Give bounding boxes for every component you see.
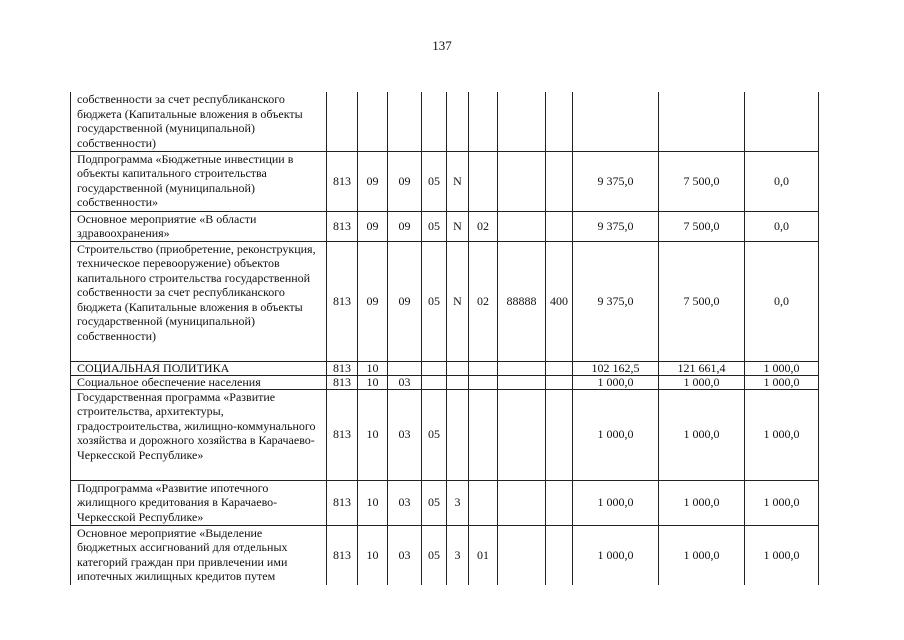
event-code (469, 92, 498, 151)
table-row (71, 151, 819, 211)
direction-code: 88888 (498, 241, 546, 361)
subsection-code: 09 (388, 211, 422, 241)
table-row (71, 525, 819, 585)
direction-code (498, 375, 546, 389)
table-row (71, 92, 819, 151)
amount-year1 (573, 92, 659, 151)
amount-year2 (659, 92, 745, 151)
amount-year3 (745, 92, 819, 151)
section-code: 10 (358, 389, 388, 480)
subprogram-code (447, 375, 469, 389)
expense-type-code (546, 389, 573, 480)
admin-code: 813 (327, 480, 358, 525)
event-code (469, 389, 498, 480)
amount-year2: 7 500,0 (659, 151, 745, 211)
amount-year2: 1 000,0 (659, 525, 745, 585)
amount-year2: 1 000,0 (659, 389, 745, 480)
amount-year1: 1 000,0 (573, 389, 659, 480)
amount-year3: 0,0 (745, 211, 819, 241)
event-code (469, 361, 498, 375)
table-row (71, 375, 819, 389)
direction-code (498, 480, 546, 525)
expense-type-code (546, 151, 573, 211)
table-row (71, 241, 819, 361)
event-code: 02 (469, 211, 498, 241)
subprogram-code (447, 92, 469, 151)
event-code (469, 480, 498, 525)
amount-year3: 1 000,0 (745, 361, 819, 375)
direction-code (498, 525, 546, 585)
subsection-code: 09 (388, 241, 422, 361)
section-code: 10 (358, 361, 388, 375)
row-name: Основное мероприятие «Выделение бюджетных ассигнований для отдельных категорий граждан при привлечении ими ипотечных жилищных кредитов путем (71, 525, 327, 585)
expense-type-code (546, 211, 573, 241)
subsection-code: 03 (388, 389, 422, 480)
program-code: 05 (422, 151, 447, 211)
subsection-code: 09 (388, 151, 422, 211)
row-name: Государственная программа «Развитие строительства, архитектуры, градостроительства, жилищно-коммунального хозяйства и дорожного хозяйства в Карачаево-Черкесской Республике» (71, 389, 327, 480)
direction-code (498, 389, 546, 480)
program-code: 05 (422, 480, 447, 525)
amount-year1: 1 000,0 (573, 480, 659, 525)
direction-code (498, 211, 546, 241)
direction-code (498, 92, 546, 151)
admin-code: 813 (327, 525, 358, 585)
admin-code: 813 (327, 361, 358, 375)
event-code (469, 375, 498, 389)
subprogram-code: N (447, 241, 469, 361)
admin-code: 813 (327, 241, 358, 361)
subprogram-code: N (447, 211, 469, 241)
amount-year1: 9 375,0 (573, 211, 659, 241)
subsection-code: 03 (388, 375, 422, 389)
event-code: 01 (469, 525, 498, 585)
amount-year3: 0,0 (745, 151, 819, 211)
expense-type-code (546, 525, 573, 585)
amount-year2: 121 661,4 (659, 361, 745, 375)
table-row (71, 389, 819, 480)
amount-year3: 1 000,0 (745, 480, 819, 525)
direction-code (498, 361, 546, 375)
row-name: Подпрограмма «Развитие ипотечного жилищного кредитования в Карачаево-Черкесской Республике» (71, 480, 327, 525)
expense-type-code: 400 (546, 241, 573, 361)
subprogram-code (447, 389, 469, 480)
row-name: Основное мероприятие «В области здравоохранения» (71, 211, 327, 241)
expense-type-code (546, 480, 573, 525)
table-row (71, 361, 819, 375)
row-name: Социальное обеспечение населения (71, 375, 327, 389)
section-code: 10 (358, 480, 388, 525)
subsection-code (388, 92, 422, 151)
program-code: 05 (422, 389, 447, 480)
section-code: 10 (358, 525, 388, 585)
table-row (71, 480, 819, 525)
row-name: СОЦИАЛЬНАЯ ПОЛИТИКА (71, 361, 327, 375)
subprogram-code: N (447, 151, 469, 211)
section-code: 09 (358, 241, 388, 361)
table-row (71, 211, 819, 241)
program-code: 05 (422, 525, 447, 585)
budget-table (70, 92, 819, 585)
direction-code (498, 151, 546, 211)
program-code (422, 361, 447, 375)
program-code: 05 (422, 211, 447, 241)
section-code (358, 92, 388, 151)
event-code: 02 (469, 241, 498, 361)
amount-year2: 1 000,0 (659, 480, 745, 525)
expense-type-code (546, 361, 573, 375)
subsection-code (388, 361, 422, 375)
amount-year1: 1 000,0 (573, 375, 659, 389)
admin-code: 813 (327, 151, 358, 211)
amount-year1: 9 375,0 (573, 151, 659, 211)
section-code: 09 (358, 151, 388, 211)
admin-code: 813 (327, 389, 358, 480)
amount-year1: 102 162,5 (573, 361, 659, 375)
subsection-code: 03 (388, 525, 422, 585)
subprogram-code (447, 361, 469, 375)
expense-type-code (546, 92, 573, 151)
row-name: собственности за счет республиканского бюджета (Капитальные вложения в объекты государственной (муниципальной) собственности) (71, 92, 327, 151)
amount-year2: 7 500,0 (659, 211, 745, 241)
amount-year3: 1 000,0 (745, 525, 819, 585)
amount-year3: 0,0 (745, 241, 819, 361)
event-code (469, 151, 498, 211)
section-code: 10 (358, 375, 388, 389)
amount-year2: 7 500,0 (659, 241, 745, 361)
expense-type-code (546, 375, 573, 389)
admin-code: 813 (327, 211, 358, 241)
subprogram-code: 3 (447, 480, 469, 525)
row-name: Подпрограмма «Бюджетные инвестиции в объекты капитального строительства государственной (муниципальной) собственности» (71, 151, 327, 211)
amount-year1: 9 375,0 (573, 241, 659, 361)
program-code (422, 375, 447, 389)
subsection-code: 03 (388, 480, 422, 525)
row-name: Строительство (приобретение, реконструкция, техническое перевооружение) объектов капитального строительства государственной собственности за счет республиканского бюджета (Капитальные вложения в объекты государственной (муниципальной) собственности) (71, 241, 327, 361)
amount-year1: 1 000,0 (573, 525, 659, 585)
section-code: 09 (358, 211, 388, 241)
program-code (422, 92, 447, 151)
amount-year3: 1 000,0 (745, 375, 819, 389)
subprogram-code: 3 (447, 525, 469, 585)
amount-year2: 1 000,0 (659, 375, 745, 389)
admin-code: 813 (327, 375, 358, 389)
program-code: 05 (422, 241, 447, 361)
page-number: 137 (432, 38, 452, 53)
amount-year3: 1 000,0 (745, 389, 819, 480)
admin-code (327, 92, 358, 151)
